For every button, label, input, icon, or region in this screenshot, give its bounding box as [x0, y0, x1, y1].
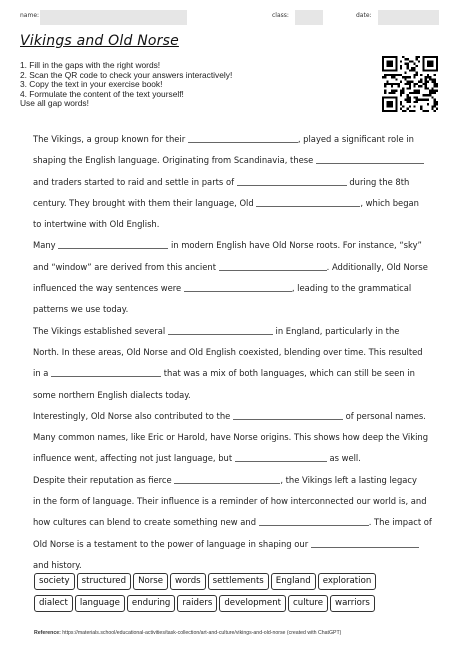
word-chip[interactable]: words: [170, 573, 206, 590]
text-segment: . The impact of: [368, 517, 432, 528]
text-segment: shaping the English language. Originating from Scandinavia, these: [33, 155, 316, 166]
gap-blank[interactable]: [51, 367, 161, 377]
date-label: date:: [356, 12, 372, 19]
text-segment: , which began: [360, 197, 419, 208]
gap-blank[interactable]: [168, 325, 273, 335]
text-segment: how cultures can blend to create something new and: [33, 517, 259, 528]
gap-blank[interactable]: [58, 239, 168, 249]
word-chip[interactable]: structured: [77, 573, 131, 590]
text-segment: . Additionally, Old Norse: [326, 261, 428, 272]
word-chip[interactable]: enduring: [127, 595, 175, 612]
word-chip[interactable]: society: [34, 573, 75, 590]
instructions-list: [20, 61, 232, 109]
text-line: [33, 385, 433, 406]
text-segment: Many common names, like Eric or Harold, have Norse origins. This shows how deep the Viking: [33, 432, 429, 443]
reference-label: Reference:: [34, 630, 61, 636]
text-line: [33, 257, 433, 278]
text-segment: Despite their reputation as fierce: [33, 474, 175, 485]
text-segment: influenced the way sentences were: [33, 283, 184, 294]
word-chip[interactable]: raiders: [177, 595, 217, 612]
text-segment: in modern English have Old Norse roots. For instance, “sky”: [168, 240, 422, 251]
text-line: [33, 512, 433, 533]
gap-blank[interactable]: [219, 261, 327, 271]
word-bank-row: [34, 568, 434, 590]
word-chip[interactable]: exploration: [318, 573, 377, 590]
name-label: name:: [20, 12, 40, 19]
word-bank-row: [34, 590, 434, 612]
text-segment: , the Vikings left a lasting legacy: [280, 474, 417, 485]
instruction-item: 3. Copy the text in your exercise book!: [20, 79, 163, 90]
page-title: Vikings and Old Norse: [20, 33, 179, 49]
text-segment: Many: [33, 240, 59, 251]
gap-blank[interactable]: [235, 452, 327, 462]
text-segment: as well.: [326, 453, 361, 464]
instruction-item: Use all gap words!: [20, 98, 89, 109]
text-line: [33, 363, 433, 384]
text-segment: and traders started to raid and settle in parts of: [33, 176, 237, 187]
word-chip[interactable]: language: [75, 595, 125, 612]
gap-blank[interactable]: [237, 176, 347, 186]
gap-blank[interactable]: [188, 133, 298, 143]
gap-blank[interactable]: [174, 474, 280, 484]
text-segment: North. In these areas, Old Norse and Old English coexisted, blending over time. This resulted: [33, 346, 423, 357]
text-segment: Old Norse is a testament to the power of language in shaping our: [33, 538, 311, 549]
text-segment: in England, particularly in the: [272, 325, 400, 336]
word-chip[interactable]: culture: [288, 595, 328, 612]
text-line: [33, 406, 433, 427]
text-line: [33, 278, 433, 299]
text-line: [33, 193, 433, 214]
text-segment: in a: [33, 368, 52, 379]
text-line: [33, 299, 433, 320]
text-segment: of personal names.: [342, 410, 426, 421]
text-segment: to intertwine with Old English.: [33, 219, 160, 230]
text-line: [33, 448, 433, 469]
word-chip[interactable]: England: [271, 573, 316, 590]
text-line: [33, 172, 433, 193]
gap-text: [33, 129, 433, 576]
instruction-item: 2. Scan the QR code to check your answers interactively!: [20, 69, 233, 80]
text-line: [33, 129, 433, 150]
text-segment: that was a mix of both languages, which can still be seen in: [161, 368, 415, 379]
reference-text: https://materials.school/educational-activities/task-collection/art-and-culture/vikings-and-old-norse (created with ChatGPT): [60, 630, 342, 636]
text-segment: , played a significant role in: [297, 134, 414, 144]
text-segment: Interestingly, Old Norse also contributed to the: [33, 410, 233, 421]
text-segment: The Vikings, a group known for their: [33, 134, 188, 144]
date-field[interactable]: [378, 10, 439, 25]
class-label: class:: [272, 12, 289, 19]
text-segment: , leading to the grammatical: [291, 283, 412, 294]
text-line: [33, 150, 433, 171]
instruction-item: 1. Fill in the gaps with the right words!: [20, 60, 161, 70]
text-segment: patterns we use today.: [33, 304, 129, 315]
text-line: [33, 470, 433, 491]
text-line: [33, 321, 433, 342]
text-line: [33, 534, 433, 555]
word-chip[interactable]: warriors: [330, 595, 375, 612]
word-chip[interactable]: dialect: [34, 595, 73, 612]
instruction-item: 4. Formulate the content of the text yourself!: [20, 88, 184, 99]
text-segment: and “window” are derived from this ancient: [33, 261, 219, 272]
word-chip[interactable]: Norse: [133, 573, 168, 590]
gap-blank[interactable]: [233, 410, 343, 420]
class-field[interactable]: [295, 10, 323, 25]
text-line: [33, 427, 433, 448]
name-field[interactable]: [40, 10, 187, 25]
text-segment: some northern English dialects today.: [33, 389, 191, 400]
gap-blank[interactable]: [311, 538, 419, 548]
text-line: [33, 491, 433, 512]
text-line: [33, 235, 433, 256]
gap-blank[interactable]: [256, 197, 360, 207]
text-segment: The Vikings established several: [33, 325, 168, 336]
text-segment: during the 8th: [346, 176, 410, 187]
text-segment: influence went, affecting not just language, but: [33, 453, 235, 464]
qr-code-icon[interactable]: [382, 56, 438, 112]
text-segment: century. They brought with them their language, Old: [33, 197, 257, 208]
text-line: [33, 342, 433, 363]
text-segment: in the form of language. Their influence is a reminder of how interconnected our world is, and: [33, 496, 427, 507]
text-line: [33, 214, 433, 235]
gap-blank[interactable]: [259, 516, 369, 526]
word-bank: [34, 568, 434, 612]
word-chip[interactable]: development: [219, 595, 286, 612]
gap-blank[interactable]: [184, 282, 292, 292]
word-chip[interactable]: settlements: [208, 573, 269, 590]
gap-blank[interactable]: [316, 154, 424, 164]
text-segment: and history.: [33, 559, 82, 570]
reference: [34, 630, 341, 636]
